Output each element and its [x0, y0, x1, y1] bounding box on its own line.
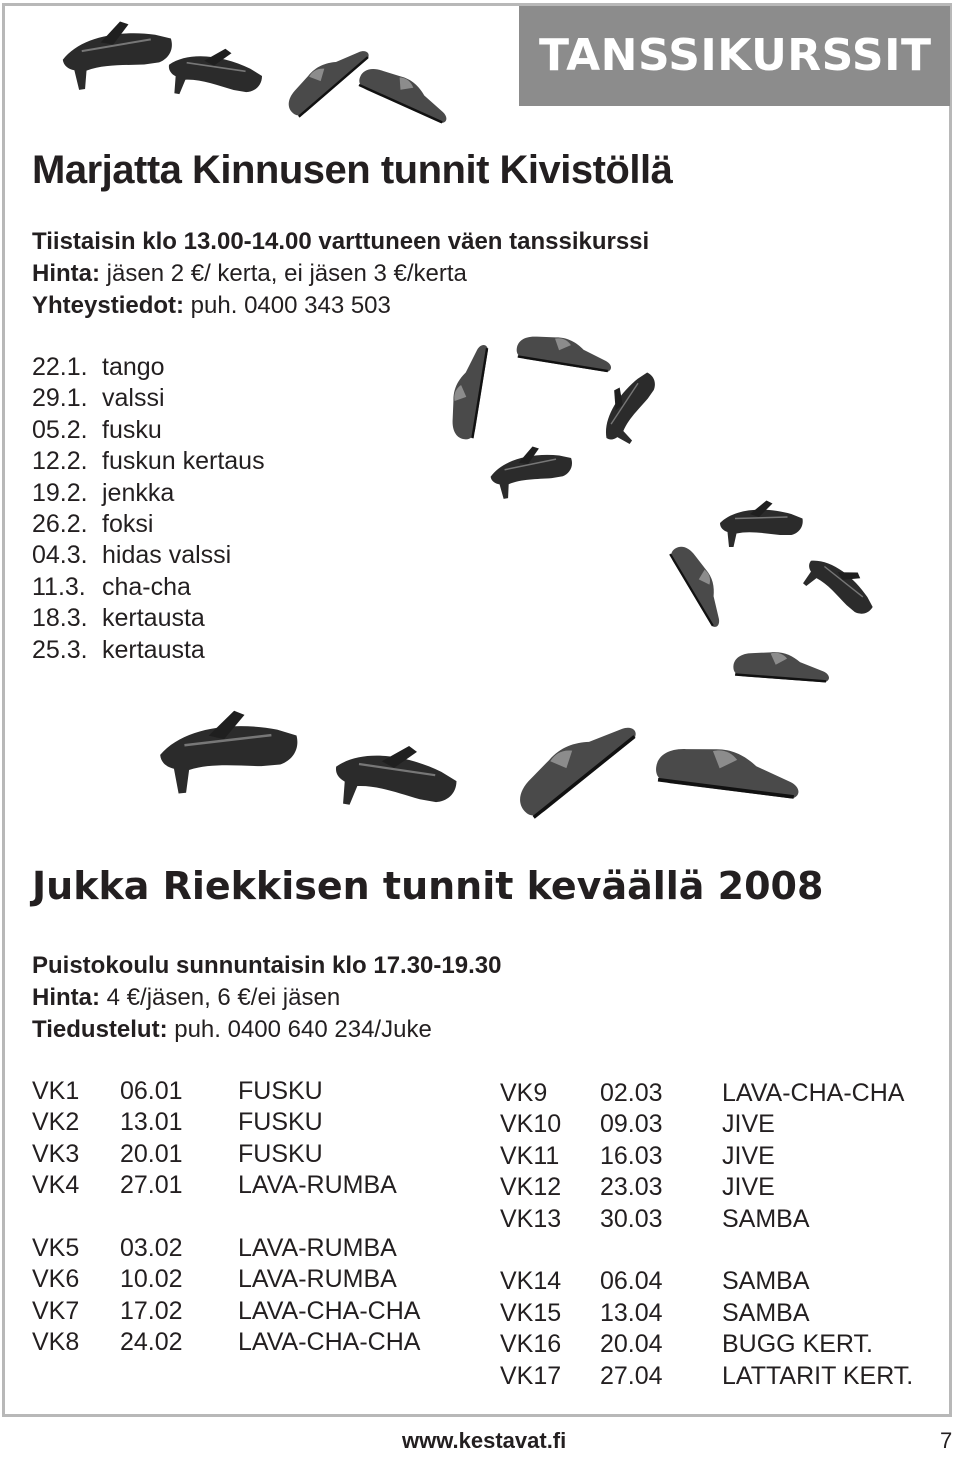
footer-url[interactable]: www.kestavat.fi	[402, 1428, 567, 1453]
list-item: 18.3. kertausta	[32, 604, 205, 633]
section2-info	[32, 950, 501, 1046]
page-number: 7	[940, 1428, 953, 1453]
list-item: 29.1. valssi	[32, 384, 165, 413]
list-item: 04.3. hidas valssi	[32, 541, 232, 570]
table-row: VK3 20.01 FUSKU	[32, 1139, 323, 1168]
table-row: VK10 09.03 JIVE	[500, 1110, 775, 1139]
list-item: 25.3. kertausta	[32, 635, 205, 664]
section2-right-column	[500, 1078, 913, 1392]
list-item: 12.2. fuskun kertaus	[32, 447, 265, 476]
section1-price: Hinta: jäsen 2 €/ kerta, ei jäsen 3 €/kerta	[32, 260, 467, 287]
table-row: VK5 03.02 LAVA-RUMBA	[32, 1233, 397, 1262]
table-row: VK14 06.04 SAMBA	[500, 1267, 810, 1296]
section2-price: Hinta: 4 €/jäsen, 6 €/ei jäsen	[32, 984, 341, 1011]
table-row: VK16 20.04 BUGG KERT.	[500, 1330, 873, 1359]
table-row: VK9 02.03 LAVA-CHA-CHA	[500, 1079, 905, 1107]
section1-title: Marjatta Kinnusen tunnit Kivistöllä	[32, 148, 673, 192]
section2-contact: Tiedustelut: puh. 0400 640 234/Juke	[32, 1016, 432, 1043]
table-row: VK17 27.04 LATTARIT KERT.	[500, 1361, 914, 1390]
table-row: VK7 17.02 LAVA-CHA-CHA	[32, 1296, 421, 1325]
section2-title: Jukka Riekkisen tunnit keväällä 2008	[32, 864, 824, 908]
section1-schedule	[32, 352, 265, 666]
table-row: VK1 06.01 FUSKU	[32, 1077, 323, 1105]
table-row: VK15 13.04 SAMBA	[500, 1298, 810, 1327]
section2-line1: Puistokoulu sunnuntaisin klo 17.30-19.30	[32, 952, 502, 979]
table-row: VK6 10.02 LAVA-RUMBA	[32, 1265, 397, 1294]
section-banner	[519, 6, 950, 106]
table-row: VK13 30.03 SAMBA	[500, 1204, 810, 1233]
table-row: VK11 16.03 JIVE	[500, 1141, 775, 1170]
section1-contact: Yhteystiedot: puh. 0400 343 503	[32, 292, 391, 319]
section1-info	[32, 226, 649, 322]
table-row: VK12 23.03 JIVE	[500, 1173, 775, 1202]
list-item: 05.2. fusku	[32, 415, 162, 444]
table-row: VK8 24.02 LAVA-CHA-CHA	[32, 1328, 421, 1357]
table-row: VK2 13.01 FUSKU	[32, 1108, 323, 1137]
section2-left-column	[32, 1076, 420, 1359]
section1-line1: Tiistaisin klo 13.00-14.00 varttuneen väen tanssikurssi	[32, 228, 650, 255]
list-item: 19.2. jenkka	[32, 478, 175, 507]
list-item: 22.1. tango	[32, 353, 165, 381]
list-item: 11.3. cha-cha	[32, 572, 191, 601]
table-row: VK4 27.01 LAVA-RUMBA	[32, 1171, 397, 1200]
list-item: 26.2. foksi	[32, 509, 154, 538]
banner-title: TANSSIKURSSIT	[539, 30, 932, 81]
